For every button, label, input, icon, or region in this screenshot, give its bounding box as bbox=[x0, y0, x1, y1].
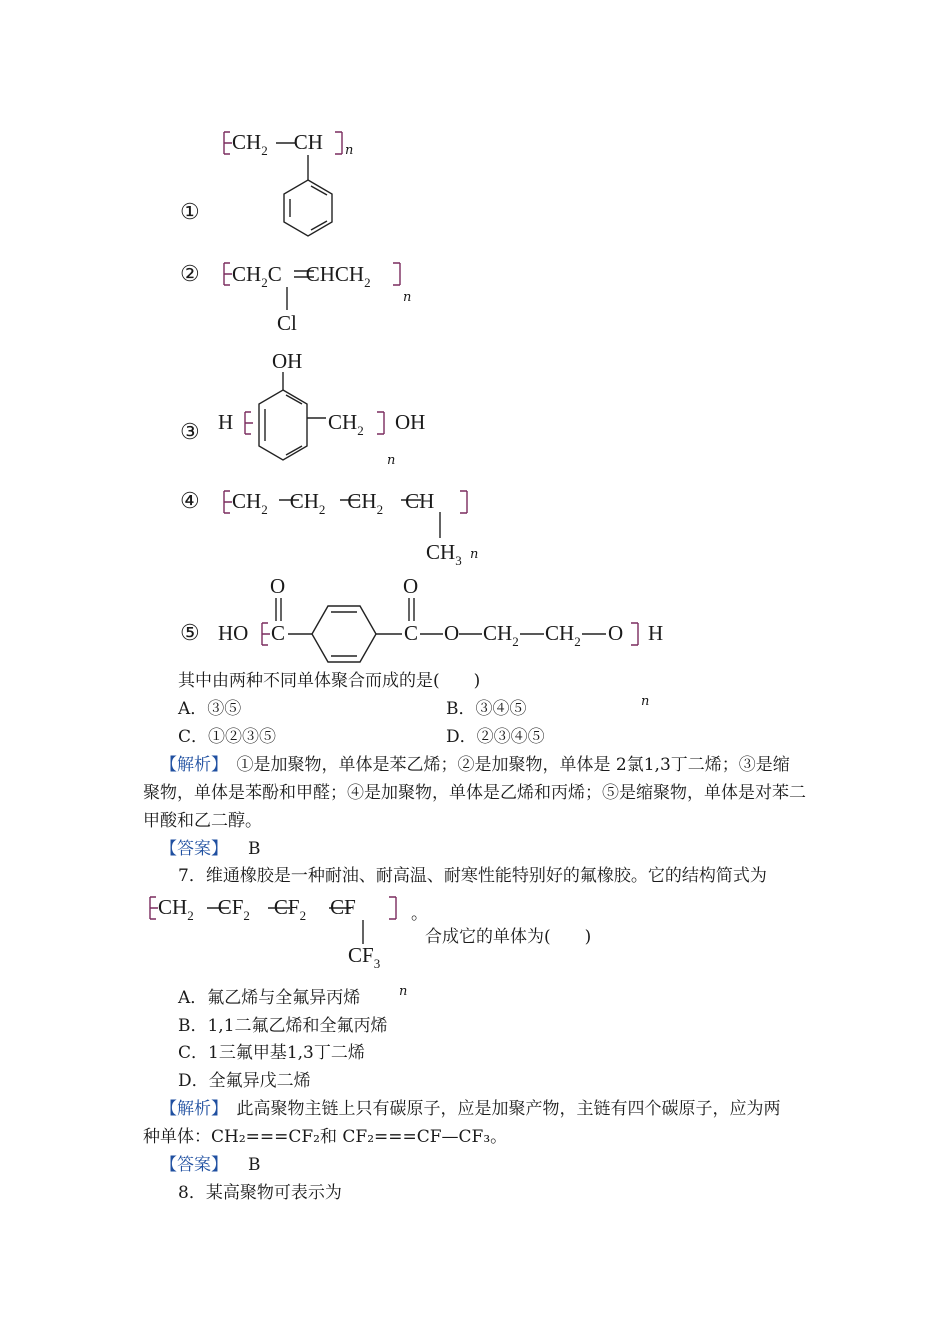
q6-option-a: A．③⑤ bbox=[178, 699, 242, 719]
q6-question: 其中由两种不同单体聚合而成的是( ) bbox=[178, 671, 481, 691]
q7-stem: 7．维通橡胶是一种耐油、耐高温、耐寒性能特别好的氟橡胶。它的结构简式为 bbox=[178, 866, 767, 886]
structure-4-number: ④ bbox=[180, 489, 200, 514]
structure-4-ch3: $CH_3$ bbox=[426, 540, 462, 568]
q6-analysis-line2: 聚物，单体是苯酚和甲醛；④是加聚物，单体是乙烯和丙烯；⑤是缩聚物，单体是对苯二 bbox=[143, 783, 806, 803]
q7-option-c: C．1三氟甲基1,3丁二烯 bbox=[178, 1043, 365, 1063]
q6-analysis-line1: 【解析】 ①是加聚物，单体是苯乙烯；②是加聚物，单体是 2氯1,3丁二烯；③是缩 bbox=[160, 755, 790, 775]
q7-option-a: A．氟乙烯与全氟异丙烯 bbox=[178, 988, 361, 1008]
q6-option-b: B．③④⑤ bbox=[446, 699, 527, 719]
structure-5-number: ⑤ bbox=[180, 621, 200, 646]
q6-option-d: D．②③④⑤ bbox=[446, 727, 545, 747]
structure-2-cl: Cl bbox=[277, 311, 297, 335]
structure-5-ch2-a: $CH_2$ bbox=[483, 621, 519, 649]
structure-5-ho: HO bbox=[218, 621, 249, 645]
structure-2-number: ② bbox=[180, 262, 200, 287]
structure-5-c1: C bbox=[271, 621, 286, 645]
q7-answer-tag: 【答案】 bbox=[160, 1155, 228, 1175]
q6-option-c: C．①②③⑤ bbox=[178, 727, 277, 747]
structure-5-h: H bbox=[648, 621, 664, 645]
structure-5-o1: O bbox=[270, 574, 286, 598]
structure-3-ch2: $CH_2$ bbox=[328, 410, 364, 438]
structure-4-formula: $CH_2$ $CH_2$ $CH_2$ CH bbox=[232, 489, 435, 517]
structure-5-n: n bbox=[641, 694, 650, 709]
q7-analysis-line2: 种单体：CH₂===CF₂和 CF₂===CF—CF₃。 bbox=[143, 1127, 508, 1147]
q7-tail: 合成它的单体为( ) bbox=[425, 927, 592, 947]
q7-analysis-line1: 【解析】 此高聚物主链上只有碳原子，应是加聚产物，主链有四个碳原子，应为两 bbox=[160, 1099, 781, 1119]
q7-answer: 【答案】 B bbox=[160, 1155, 261, 1175]
structure-1-formula: $CH_2$ CH bbox=[232, 130, 323, 158]
q7-formula-period: 。 bbox=[411, 904, 428, 924]
q7-option-b: B．1,1二氟乙烯和全氟丙烯 bbox=[178, 1016, 388, 1036]
structure-5-o3: O bbox=[608, 621, 624, 645]
structure-2-formula: $CH_2C$ $CHCH_2$ bbox=[232, 262, 371, 290]
structure-3-oh-end: OH bbox=[395, 410, 426, 434]
structure-1-n: n bbox=[345, 143, 354, 158]
q6-answer-tag: 【答案】 bbox=[160, 839, 228, 859]
q7-formula: $CH_2$ $CF_2$ $CF_2$ CF bbox=[158, 895, 356, 923]
structure-3-n: n bbox=[387, 453, 396, 468]
structure-3-oh-top: OH bbox=[272, 349, 303, 373]
q6-analysis-tag: 【解析】 bbox=[160, 755, 220, 775]
q7-analysis-tag: 【解析】 bbox=[160, 1099, 220, 1119]
q8-stem: 8．某高聚物可表示为 bbox=[178, 1183, 342, 1203]
structure-4-n: n bbox=[470, 547, 479, 562]
q6-answer: 【答案】 B bbox=[160, 839, 261, 859]
structure-3-number: ③ bbox=[180, 420, 200, 445]
structure-3-h: H bbox=[218, 410, 234, 434]
q7-formula-cf3: $CF_3$ bbox=[348, 943, 381, 971]
q7-option-d: D．全氟异戊二烯 bbox=[178, 1071, 311, 1091]
q6-analysis-line3: 甲酸和乙二醇。 bbox=[143, 811, 262, 831]
structure-5-ch2-b: $CH_2$ bbox=[545, 621, 581, 649]
structure-1-number: ① bbox=[180, 200, 200, 225]
q7-formula-n: n bbox=[399, 984, 408, 999]
structure-5-ester-o: O bbox=[444, 621, 460, 645]
structure-5-o2: O bbox=[403, 574, 419, 598]
structure-2-n: n bbox=[403, 290, 412, 305]
structure-5-c2: C bbox=[404, 621, 419, 645]
